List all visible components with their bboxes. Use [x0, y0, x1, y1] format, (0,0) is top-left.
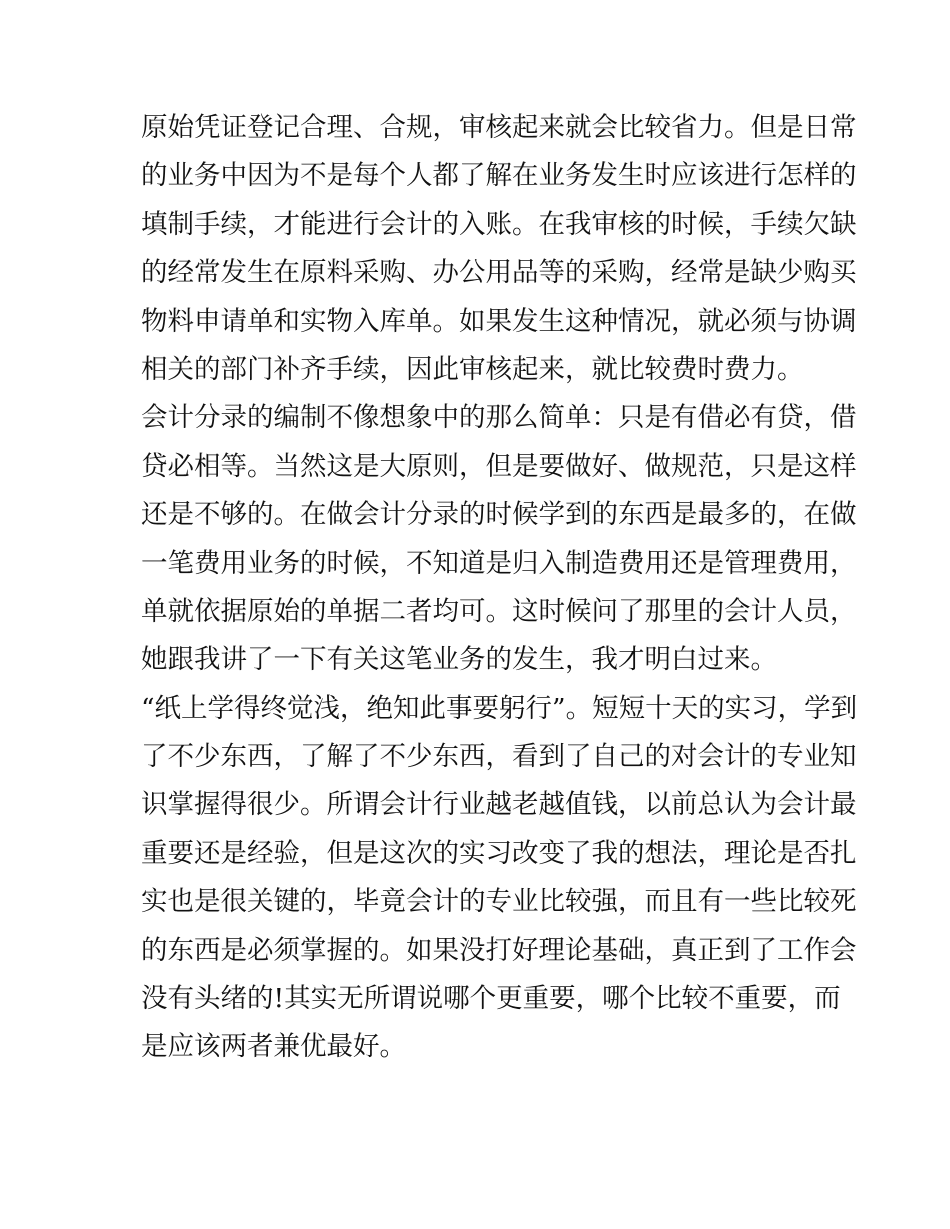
text-line: 会计分录的编制不像想象中的那么简单：只是有借必有贷，借 [141, 402, 857, 434]
text-line: 填制手续，才能进行会计的入账。在我审核的时候，手续欠缺 [141, 208, 857, 240]
text-line: 她跟我讲了一下有关这笔业务的发生，我才明白过来。 [141, 644, 777, 676]
text-line: 原始凭证登记合理、合规，审核起来就会比较省力。但是日常 [141, 112, 857, 143]
text-line: 还是不够的。在做会计分录的时候学到的东西是最多的，在做 [141, 499, 857, 531]
text-line: 的东西是必须掌握的。如果没打好理论基础，真正到了工作会 [141, 934, 857, 966]
document-body [141, 104, 858, 1072]
text-line: 识掌握得很少。所谓会计行业越老越值钱，以前总认为会计最 [141, 789, 857, 821]
paragraph-voucher-review [141, 104, 857, 394]
text-line: 没有头绪的!其实无所谓说哪个更重要，哪个比较不重要，而 [141, 983, 841, 1015]
text-line: “纸上学得终觉浅，绝知此事要躬行”。短短十天的实习，学到 [141, 692, 858, 724]
text-line: 的业务中因为不是每个人都了解在业务发生时应该进行怎样的 [141, 160, 857, 192]
text-line: 实也是很关键的，毕竟会计的专业比较强，而且有一些比较死 [141, 886, 857, 918]
paragraph-internship-reflection [141, 685, 858, 1072]
text-line: 单就依据原始的单据二者均可。这时候问了那里的会计人员， [141, 595, 857, 627]
text-line: 重要还是经验，但是这次的实习改变了我的想法，理论是否扎 [141, 837, 857, 869]
text-line: 贷必相等。当然这是大原则，但是要做好、做规范，只是这样 [141, 450, 857, 482]
text-line: 的经常发生在原料采购、办公用品等的采购，经常是缺少购买 [141, 257, 857, 289]
text-line: 相关的部门补齐手续，因此审核起来，就比较费时费力。 [141, 353, 804, 385]
text-line: 了不少东西，了解了不少东西，看到了自己的对会计的专业知 [141, 741, 857, 773]
text-line: 物料申请单和实物入库单。如果发生这种情况，就必须与协调 [141, 305, 857, 337]
text-line: 是应该两者兼优最好。 [141, 1031, 406, 1063]
text-line: 一笔费用业务的时候，不知道是归入制造费用还是管理费用， [141, 547, 857, 579]
paragraph-journal-entries [141, 394, 857, 684]
